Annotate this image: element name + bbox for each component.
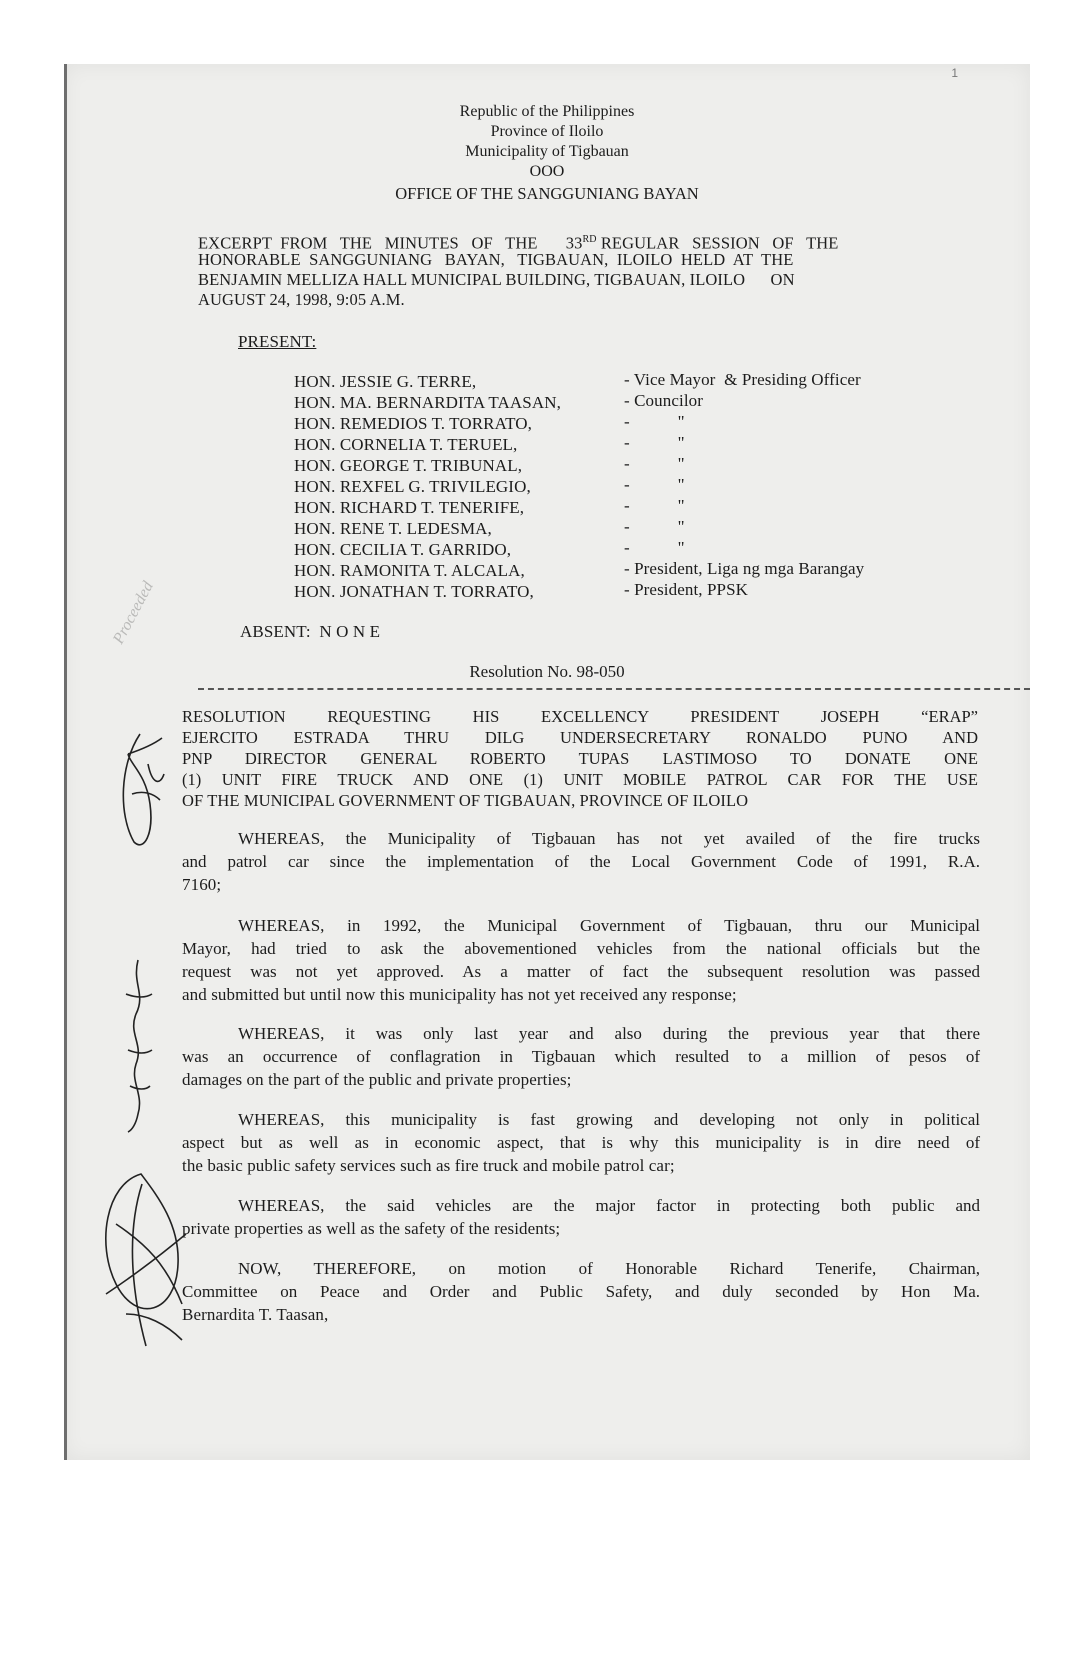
paragraph-line: WHEREAS, the Municipality of Tigbauan has not yet availed of the fire trucks: [238, 829, 980, 848]
member-name: HON. CECILIA T. GARRIDO,: [294, 540, 512, 559]
member-role: - ": [624, 496, 685, 515]
paragraph-line: aspect but as well as in economic aspect, that is why this municipality is in dire need of: [182, 1133, 980, 1152]
header-republic: Republic of the Philippines: [459, 103, 635, 120]
member-name: HON. GEORGE T. TRIBUNAL,: [294, 456, 523, 475]
resolution-number: Resolution No. 98-050: [469, 662, 625, 681]
member-name: HON. JESSIE G. TERRE,: [294, 372, 477, 391]
header-province: Province of Iloilo: [490, 123, 604, 140]
signature-initials-1: [110, 724, 170, 854]
member-role: - ": [624, 538, 685, 557]
header-municipality: Municipality of Tigbauan: [465, 143, 629, 160]
member-name: HON. RICHARD T. TENERIFE,: [294, 498, 525, 517]
divider: [198, 688, 1030, 690]
member-role: - Vice Mayor & Presiding Officer: [624, 370, 861, 389]
paragraph-line: private properties as well as the safety of the residents;: [182, 1219, 561, 1238]
present-label: PRESENT:: [238, 332, 317, 351]
excerpt-line-1-a: EXCERPT FROM THE MINUTES OF THE: [198, 233, 538, 253]
page-number: 1: [951, 66, 958, 80]
paragraph-line: Bernardita T. Taasan,: [182, 1305, 329, 1324]
paragraph-line: was an occurrence of conflagration in Tigbauan which resulted to a million of pesos of: [182, 1047, 980, 1066]
paragraph-line: WHEREAS, it was only last year and also during the previous year that there: [238, 1024, 980, 1043]
signature-large: [86, 1164, 196, 1354]
excerpt-line-4: AUGUST 24, 1998, 9:05 A.M.: [198, 290, 405, 309]
paragraph-line: damages on the part of the public and private properties;: [182, 1070, 572, 1089]
member-name: HON. RAMONITA T. ALCALA,: [294, 561, 525, 580]
member-role: - ": [624, 433, 685, 452]
paragraph-line: the basic public safety services such as fire truck and mobile patrol car;: [182, 1156, 675, 1175]
paragraph-line: WHEREAS, this municipality is fast growing and developing not only in political: [238, 1110, 980, 1129]
member-role: - President, Liga ng mga Barangay: [624, 559, 865, 578]
member-name: HON. MA. BERNARDITA TAASAN,: [294, 393, 561, 412]
page-edge: [64, 64, 67, 1460]
paragraph-line: 7160;: [182, 875, 222, 894]
title-line: EJERCITO ESTRADA THRU DILG UNDERSECRETARY RONALDO PUNO AND: [182, 728, 978, 747]
paragraph-line: WHEREAS, in 1992, the Municipal Government of Tigbauan, thru our Municipal: [238, 916, 980, 935]
excerpt-line-3: BENJAMIN MELLIZA HALL MUNICIPAL BUILDING, TIGBAUAN, ILOILO ON: [198, 270, 795, 289]
absent-line: ABSENT: N O N E: [240, 622, 381, 641]
title-line: OF THE MUNICIPAL GOVERNMENT OF TIGBAUAN, PROVINCE OF ILOILO: [182, 791, 749, 810]
member-role: - ": [624, 475, 685, 494]
signature-vertical: [118, 954, 158, 1134]
excerpt-line-2: HONORABLE SANGGUNIANG BAYAN, TIGBAUAN, ILOILO HELD AT THE: [198, 250, 794, 269]
paragraph-line: and submitted but until now this municipality has not yet received any response;: [182, 985, 737, 1004]
paragraph-line: and patrol car since the implementation of the Local Government Code of 1991, R.A.: [182, 852, 980, 871]
session-number: 33: [565, 233, 583, 253]
margin-note: Proceeded: [110, 578, 157, 647]
member-name: HON. RENE T. LEDESMA,: [294, 519, 492, 538]
member-role: - President, PPSK: [624, 580, 749, 599]
document-page: [64, 64, 1030, 1460]
member-name: HON. REMEDIOS T. TORRATO,: [294, 414, 533, 433]
title-line: RESOLUTION REQUESTING HIS EXCELLENCY PRESIDENT JOSEPH “ERAP”: [182, 707, 978, 726]
paragraph-line: request was not yet approved. As a matter of fact the subsequent resolution was passed: [182, 962, 980, 981]
member-role: - ": [624, 454, 685, 473]
member-name: HON. JONATHAN T. TORRATO,: [294, 582, 534, 601]
paragraph-line: WHEREAS, the said vehicles are the major factor in protecting both public and: [238, 1196, 980, 1215]
member-name: HON. REXFEL G. TRIVILEGIO,: [294, 477, 531, 496]
paragraph-line: Mayor, had tried to ask the abovementioned vehicles from the national officials but the: [182, 939, 980, 958]
member-role: - ": [624, 412, 685, 431]
title-line: (1) UNIT FIRE TRUCK AND ONE (1) UNIT MOBILE PATROL CAR FOR THE USE: [182, 770, 978, 789]
excerpt-line-1-c: REGULAR SESSION OF THE: [600, 233, 839, 253]
header-office: OFFICE OF THE SANGGUNIANG BAYAN: [395, 184, 699, 203]
paragraph-line: Committee on Peace and Order and Public Safety, and duly seconded by Hon Ma.: [182, 1282, 980, 1301]
session-ordinal: RD: [582, 234, 597, 245]
title-line: PNP DIRECTOR GENERAL ROBERTO TUPAS LASTIMOSO TO DONATE ONE: [182, 749, 978, 768]
member-role: - Councilor: [624, 391, 704, 410]
paragraph-line: NOW, THEREFORE, on motion of Honorable Richard Tenerife, Chairman,: [238, 1259, 980, 1278]
member-role: - ": [624, 517, 685, 536]
member-name: HON. CORNELIA T. TERUEL,: [294, 435, 518, 454]
header-ornament: OOO: [529, 163, 565, 180]
